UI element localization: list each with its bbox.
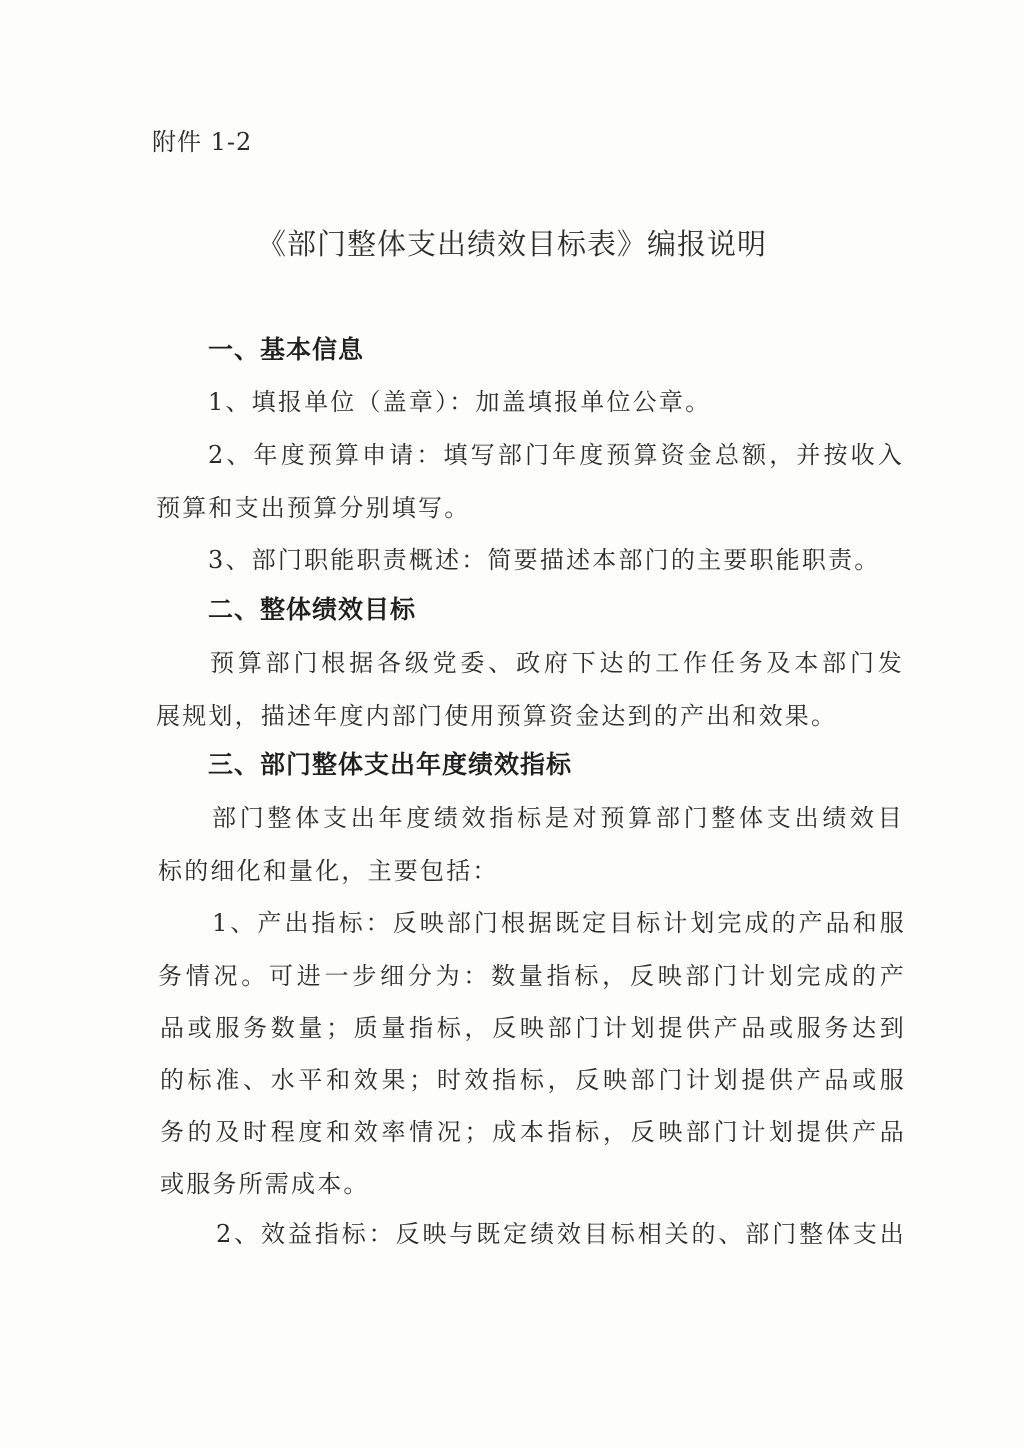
attachment-label: 附件 1-2 (152, 128, 253, 156)
section1-item2-line1: 2、年度预算申请：填写部门年度预算资金总额，并按收入 (208, 441, 904, 469)
section1-item2-line2: 预算和支出预算分别填写。 (156, 494, 471, 522)
section3-item1-line2: 务情况。可进一步细分为：数量指标，反映部门计划完成的产 (158, 962, 906, 990)
section2-para-line1: 预算部门根据各级党委、政府下达的工作任务及本部门发 (210, 649, 904, 677)
section2-para-line2: 展规划，描述年度内部门使用预算资金达到的产出和效果。 (156, 702, 838, 730)
section3-item1-line5: 务的及时程度和效率情况；成本指标，反映部门计划提供产品 (160, 1118, 906, 1146)
section1-item3: 3、部门职能职责概述：简要描述本部门的主要职能职责。 (208, 546, 881, 574)
section3-item1-line6: 或服务所需成本。 (160, 1170, 370, 1198)
section3-intro-line2: 标的细化和量化，主要包括： (158, 857, 499, 885)
section1-item1: 1、填报单位（盖章）：加盖填报单位公章。 (208, 388, 712, 416)
section-heading-annual-indicators: 三、部门整体支出年度绩效指标 (208, 750, 573, 779)
section3-intro-line1: 部门整体支出年度绩效指标是对预算部门整体支出绩效目 (212, 804, 904, 832)
document-title: 《部门整体支出绩效目标表》编报说明 (256, 227, 767, 261)
section-heading-basic-info: 一、基本信息 (208, 335, 365, 364)
section3-item1-line3: 品或服务数量；质量指标，反映部门计划提供产品或服务达到 (160, 1014, 906, 1042)
section3-item2-line1: 2、效益指标：反映与既定绩效目标相关的、部门整体支出 (216, 1220, 906, 1248)
section3-item1-line4: 的标准、水平和效果；时效指标，反映部门计划提供产品或服 (160, 1066, 906, 1094)
section3-item1-line1: 1、产出指标：反映部门根据既定目标计划完成的产品和服 (212, 909, 906, 937)
section-heading-overall-goal: 二、整体绩效目标 (208, 595, 417, 624)
